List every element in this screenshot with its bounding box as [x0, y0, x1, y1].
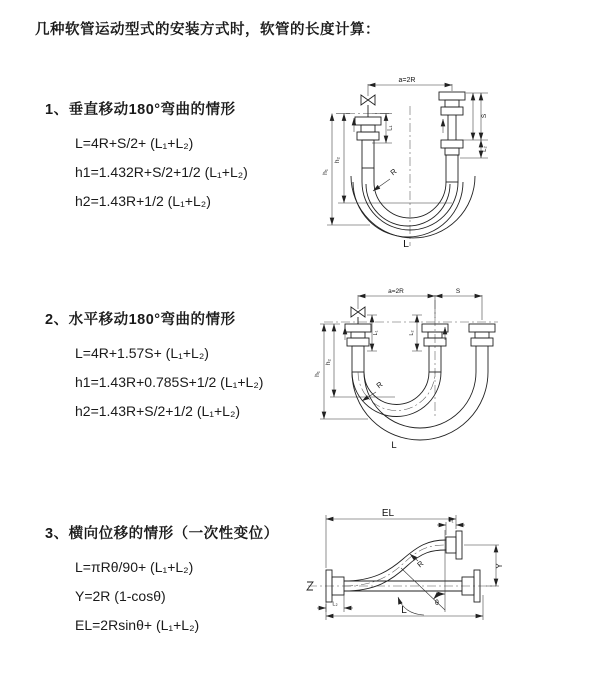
dimension-el [326, 508, 456, 568]
formula-h2: h2=1.43R+S/2+1/2 (L₁+L₂) [75, 403, 241, 419]
section-1-formulas [45, 129, 320, 216]
label-l1: L₁ [373, 330, 379, 336]
label-h2: h₂ [325, 358, 332, 366]
dimension-s [435, 288, 482, 296]
dimension-l2 [317, 593, 353, 612]
section-2-formulas [45, 339, 320, 426]
dimension-l2 [481, 140, 488, 158]
label-r: R [388, 166, 399, 178]
label-h2: h₂ [334, 156, 341, 164]
label-l2: L₂ [332, 601, 338, 608]
label-r: R [374, 379, 385, 391]
diagram-vertical-180-bend [310, 70, 600, 260]
label-theta: θ [435, 600, 439, 607]
section-1-heading: 1、垂直移动180°弯曲的情形 [45, 102, 236, 118]
displaced-hose-s-curve [344, 540, 446, 591]
label-l1: L₁ [387, 125, 394, 131]
dimension-y [464, 545, 504, 586]
centerlines [307, 582, 496, 590]
dimension-l2 [409, 315, 422, 351]
label-h1: h₁ [322, 169, 329, 175]
page-title: 几种软管运动型式的安装方式时，软管的长度计算： [35, 22, 380, 38]
centerlines [324, 300, 498, 417]
label-l: L [391, 440, 397, 451]
formula-el: EL=2Rsinθ+ (L₁+L₂) [75, 617, 200, 633]
label-l2: L₂ [409, 330, 415, 336]
label-a2r: a=2R [398, 77, 416, 84]
section-horizontal-bend [45, 310, 320, 426]
braided-hose-section [362, 140, 374, 168]
label-s: S [481, 113, 488, 119]
formula-h1: h1=1.432R+S/2+1/2 (L₁+L₂) [75, 164, 248, 180]
radius-callout [373, 166, 399, 191]
formula-y: Y=2R (1-cosθ) [75, 588, 166, 604]
formula-h1: h1=1.43R+0.785S+1/2 (L₁+L₂) [75, 374, 264, 390]
upper-flange [446, 531, 462, 559]
formula-length: L=4R+S/2+ (L₁+L₂) [75, 135, 194, 151]
formula-h2: h2=1.43R+1/2 (L₁+L₂) [75, 193, 211, 209]
right-pipe-assembly [439, 92, 465, 182]
left-flange-stack [345, 324, 371, 372]
diagram-horizontal-180-bend [310, 282, 600, 458]
label-h1: h₁ [314, 371, 321, 377]
left-flange-stack [354, 117, 381, 168]
angle-construction [398, 530, 445, 615]
label-l: L [401, 605, 407, 616]
right-flange-stack [469, 324, 495, 372]
label-l1: L₁ [448, 518, 454, 524]
label-l2: L₂ [482, 146, 488, 152]
section-3-heading: 3、横向位移的情形（一次性变位） [45, 526, 279, 542]
label-r: R [415, 558, 426, 570]
valve-icon [351, 307, 365, 324]
hose-u-bends [352, 372, 488, 440]
diagram-lateral-displacement [300, 502, 600, 652]
label-s: S [455, 288, 461, 295]
section-vertical-bend [45, 100, 320, 216]
dimension-l1 [437, 518, 465, 535]
label-a2r: a=2R [388, 288, 404, 295]
section-3-formulas [45, 553, 320, 640]
label-y: Y [495, 563, 504, 569]
label-el: EL [381, 508, 395, 519]
formula-length: L=πRθ/90+ (L₁+L₂) [75, 559, 194, 575]
formula-length: L=4R+1.57S+ (L₁+L₂) [75, 345, 209, 361]
section-lateral-displacement [45, 524, 320, 640]
section-2-heading: 2、水平移动180°弯曲的情形 [45, 312, 236, 328]
label-l: L [403, 238, 409, 250]
braided-hose-section [352, 346, 364, 372]
braided-hose-section [446, 155, 458, 182]
dimension-l [326, 595, 483, 620]
